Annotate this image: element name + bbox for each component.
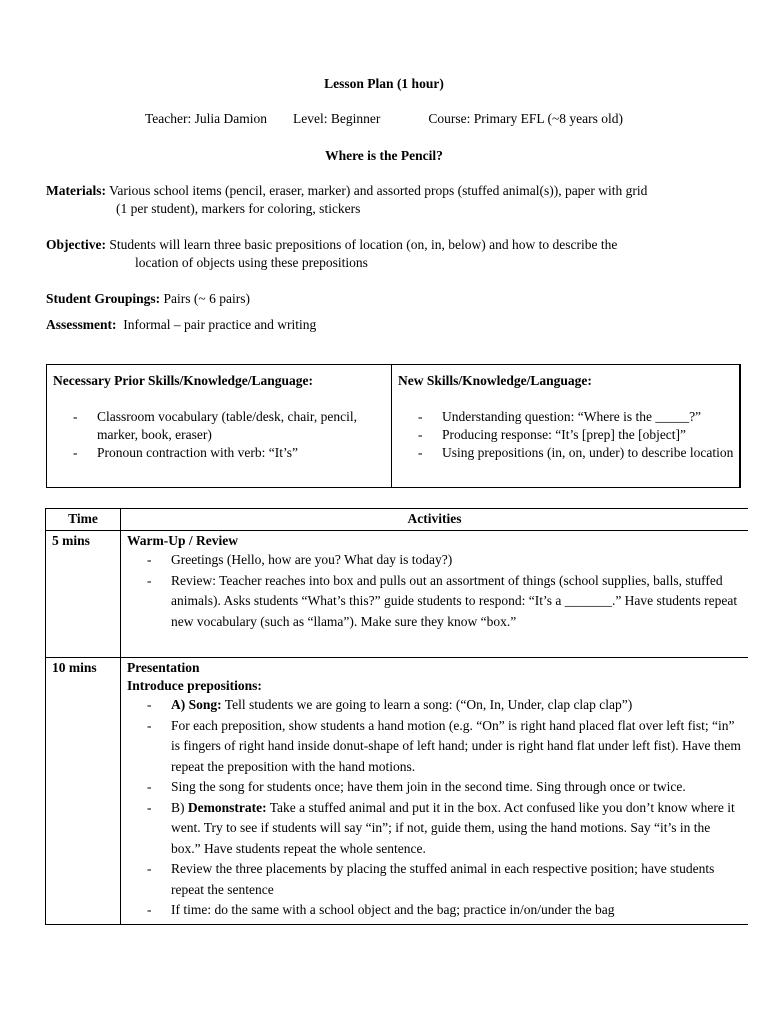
song-text: Tell students we are going to learn a song: (“On, In, Under, clap clap clap”) bbox=[224, 697, 633, 712]
activities-cell bbox=[121, 531, 749, 658]
table-row bbox=[46, 531, 749, 658]
time-column-header: Time bbox=[46, 509, 121, 531]
new-skills-heading: New Skills/Knowledge/Language: bbox=[398, 373, 592, 388]
materials-section bbox=[46, 182, 746, 218]
materials-line-2: (1 per student), markers for coloring, stickers bbox=[116, 201, 361, 216]
objective-section bbox=[46, 236, 746, 272]
level-field: Level: Beginner bbox=[293, 111, 381, 126]
objective-line-1: Students will learn three basic prepositions of location (on, in, below) and how to describe the bbox=[109, 237, 618, 252]
materials-label: Materials: bbox=[46, 183, 106, 198]
header-line bbox=[0, 110, 768, 128]
song-label: A) Song: bbox=[171, 697, 222, 712]
list-item bbox=[127, 695, 742, 716]
activity-heading: Presentation bbox=[127, 660, 200, 675]
prior-skills-heading: Necessary Prior Skills/Knowledge/Language: bbox=[53, 373, 313, 388]
activity-subheading: Introduce prepositions: bbox=[127, 678, 262, 693]
prior-skills-list bbox=[53, 408, 385, 462]
materials-line-1: Various school items (pencil, eraser, marker) and assorted props (stuffed animal(s)), paper with grid bbox=[109, 183, 648, 198]
lesson-subtitle: Where is the Pencil? bbox=[325, 148, 443, 163]
demo-text: Take a stuffed animal and put it in the box. Act confused like you don’t know where it went. Try to see if students will say “in”; if not, guide them, using the hand motions. Say “it’s in the box.” Have students repeat the whole sentence. bbox=[171, 799, 735, 856]
groupings-label: Student Groupings: bbox=[46, 291, 161, 306]
skills-table bbox=[46, 364, 741, 488]
assessment-label: Assessment: bbox=[46, 317, 117, 332]
activity-heading: Warm-Up / Review bbox=[127, 533, 238, 548]
time-cell: 10 mins bbox=[46, 658, 121, 925]
activity-list bbox=[127, 550, 742, 632]
course-field: Course: Primary EFL (~8 years old) bbox=[428, 111, 623, 126]
time-cell: 5 mins bbox=[46, 531, 121, 658]
table-row bbox=[46, 658, 749, 925]
demo-prefix: B) bbox=[171, 799, 185, 815]
list-item: - Producing response: “It’s [prep] the [object]” bbox=[398, 426, 734, 444]
groupings-text: Pairs (~ 6 pairs) bbox=[163, 291, 250, 306]
list-item: - Review: Teacher reaches into box and pulls out an assortment of things (school supplies, balls, stuffed animals). Asks students “What’s this?” guide students to respond: “It’s a _______.” Have students repeat new vocabulary (such as “llama”). Make sure they know “box.” bbox=[127, 571, 742, 633]
activities-table bbox=[45, 508, 748, 925]
list-item bbox=[127, 798, 742, 860]
list-item: - For each preposition, show students a hand motion (e.g. “On” is right hand placed flat over left fist; “in” is fingers of right hand inside donut-shape of left hand; under is right hand flat under left fist). Have them repeat the preposition with the hand motions. bbox=[127, 716, 742, 778]
new-skills-list bbox=[398, 408, 734, 462]
list-item: - Greetings (Hello, how are you? What day is today?) bbox=[127, 550, 742, 571]
groupings-section bbox=[46, 290, 250, 308]
teacher-field: Teacher: Julia Damion bbox=[144, 111, 267, 126]
list-item: - Understanding question: “Where is the _____?” bbox=[398, 408, 734, 426]
list-item: - Pronoun contraction with verb: “It’s” bbox=[53, 444, 385, 462]
demo-label: Demonstrate: bbox=[187, 799, 267, 815]
list-item: - If time: do the same with a school object and the bag; practice in/on/under the bag bbox=[127, 900, 742, 921]
document-title: Lesson Plan (1 hour) bbox=[324, 76, 444, 91]
assessment-section bbox=[46, 316, 316, 334]
assessment-text: Informal – pair practice and writing bbox=[123, 317, 317, 332]
list-item: - Classroom vocabulary (table/desk, chair, pencil, marker, book, eraser) bbox=[53, 408, 385, 444]
new-skills-cell bbox=[392, 365, 740, 487]
activity-list bbox=[127, 695, 742, 921]
table-header-row bbox=[46, 509, 749, 531]
list-item: - Review the three placements by placing the stuffed animal in each respective position; have students repeat the sentence bbox=[127, 859, 742, 900]
activities-column-header: Activities bbox=[121, 509, 749, 531]
prior-skills-cell bbox=[47, 365, 392, 487]
objective-label: Objective: bbox=[46, 237, 106, 252]
objective-line-2: location of objects using these prepositions bbox=[135, 255, 368, 270]
activities-cell bbox=[121, 658, 749, 925]
list-item: - Using prepositions (in, on, under) to describe location bbox=[398, 444, 734, 462]
list-item: - Sing the song for students once; have them join in the second time. Sing through once or twice. bbox=[127, 777, 742, 798]
